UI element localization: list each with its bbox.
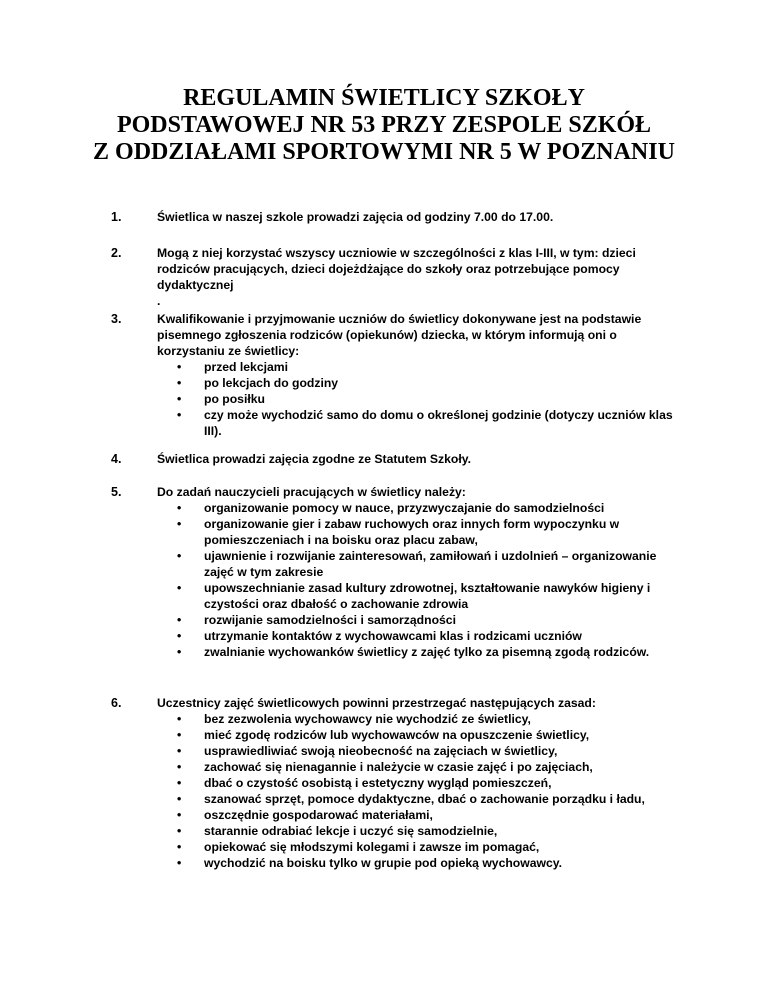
list-item: • czy może wychodzić samo do domu o określonej godzinie (dotyczy uczniów klas III). xyxy=(177,408,673,438)
list-item: • rozwijanie samodzielności i samorządności xyxy=(177,613,456,627)
rule-item-1 xyxy=(111,209,686,225)
rule-bullet-list xyxy=(157,359,686,439)
rule-text: Świetlica w naszej szkole prowadzi zajęcia od godziny 7.00 do 17.00. xyxy=(157,210,554,224)
rule-trailing-dot: . xyxy=(157,294,161,308)
bullet-icon: • xyxy=(177,645,182,659)
bullet-icon: • xyxy=(177,728,182,742)
rule-text: Uczestnicy zajęć świetlicowych powinni przestrzegać następujących zasad: xyxy=(157,696,596,710)
list-item: • usprawiedliwiać swoją nieobecność na zajęciach w świetlicy, xyxy=(177,744,558,758)
rule-number: 3. xyxy=(111,312,122,326)
rule-item-6 xyxy=(111,695,686,871)
bullet-icon: • xyxy=(177,824,182,838)
rule-text: Kwalifikowanie i przyjmowanie uczniów do świetlicy dokonywane jest na podstawie pisemnego zgłoszenia rodziców (opiekunów) dziecka, w którym informują oni o korzystaniu ze świetlicy: xyxy=(157,312,642,358)
list-item: • utrzymanie kontaktów z wychowawcami klas i rodzicami uczniów xyxy=(177,629,582,643)
rule-bullet-list xyxy=(157,711,686,871)
list-item: • zwalnianie wychowanków świetlicy z zajęć tylko za pisemną zgodą rodziców. xyxy=(177,645,650,659)
bullet-icon: • xyxy=(177,856,182,870)
list-item: • organizowanie gier i zabaw ruchowych oraz innych form wypoczynku w pomieszczeniach i na boisku oraz placu zabaw, xyxy=(177,517,620,547)
document-title xyxy=(0,85,768,166)
list-item: • upowszechnianie zasad kultury zdrowotnej, kształtowanie nawyków higieny i czystości oraz dbałość o zachowanie zdrowia xyxy=(177,581,651,611)
rule-text: Mogą z niej korzystać wszyscy uczniowie w szczególności z klas I-III, w tym: dzieci rodziców pracujących, dzieci dojeżdżające do szkoły oraz potrzebujące pomocy dydaktycznej xyxy=(157,246,636,292)
bullet-icon: • xyxy=(177,360,182,374)
rule-item-2 xyxy=(111,245,686,309)
list-item: • szanować sprzęt, pomoce dydaktyczne, dbać o zachowanie porządku i ładu, xyxy=(177,792,645,806)
list-item: • przed lekcjami xyxy=(177,360,288,374)
title-line-3: Z ODDZIAŁAMI SPORTOWYMI NR 5 W POZNANIU xyxy=(93,139,675,165)
list-item: • zachować się nienagannie i należycie w czasie zajęć i po zajęciach, xyxy=(177,760,593,774)
list-item: • mieć zgodę rodziców lub wychowawców na opuszczenie świetlicy, xyxy=(177,728,590,742)
list-item: • starannie odrabiać lekcje i uczyć się samodzielnie, xyxy=(177,824,498,838)
rule-item-3 xyxy=(111,311,686,439)
rule-item-4 xyxy=(111,451,686,467)
bullet-icon: • xyxy=(177,392,182,406)
rule-number: 1. xyxy=(111,210,122,224)
bullet-icon: • xyxy=(177,808,182,822)
bullet-icon: • xyxy=(177,517,182,531)
rule-number: 4. xyxy=(111,452,122,466)
list-item: • wychodzić na boisku tylko w grupie pod opieką wychowawcy. xyxy=(177,856,563,870)
bullet-icon: • xyxy=(177,613,182,627)
bullet-icon: • xyxy=(177,744,182,758)
bullet-icon: • xyxy=(177,549,182,563)
bullet-icon: • xyxy=(177,501,182,515)
rule-bullet-list xyxy=(157,500,686,660)
title-line-1: REGULAMIN ŚWIETLICY SZKOŁY xyxy=(183,85,585,111)
bullet-icon: • xyxy=(177,408,182,422)
list-item: • oszczędnie gospodarować materiałami, xyxy=(177,808,433,822)
list-item: • po posiłku xyxy=(177,392,265,406)
bullet-icon: • xyxy=(177,376,182,390)
list-item: • organizowanie pomocy w nauce, przyzwyczajanie do samodzielności xyxy=(177,501,605,515)
rule-item-5 xyxy=(111,484,686,660)
rule-number: 6. xyxy=(111,696,122,710)
bullet-icon: • xyxy=(177,760,182,774)
title-line-2: PODSTAWOWEJ NR 53 PRZY ZESPOLE SZKÓŁ xyxy=(116,112,652,138)
bullet-icon: • xyxy=(177,776,182,790)
list-item: • opiekować się młodszymi kolegami i zawsze im pomagać, xyxy=(177,840,540,854)
rule-text: Do zadań nauczycieli pracujących w świetlicy należy: xyxy=(157,485,466,499)
rule-text: Świetlica prowadzi zajęcia zgodne ze Statutem Szkoły. xyxy=(157,452,472,466)
list-item: • bez zezwolenia wychowawcy nie wychodzić ze świetlicy, xyxy=(177,712,531,726)
list-item: • ujawnienie i rozwijanie zainteresowań, zamiłowań i uzdolnień – organizowanie zajęć w tym zakresie xyxy=(177,549,657,579)
bullet-icon: • xyxy=(177,792,182,806)
list-item: • dbać o czystość osobistą i estetyczny wygląd pomieszczeń, xyxy=(177,776,552,790)
rule-number: 2. xyxy=(111,246,122,260)
list-item: • po lekcjach do godziny xyxy=(177,376,339,390)
bullet-icon: • xyxy=(177,581,182,595)
bullet-icon: • xyxy=(177,840,182,854)
bullet-icon: • xyxy=(177,629,182,643)
rule-number: 5. xyxy=(111,485,122,499)
bullet-icon: • xyxy=(177,712,182,726)
